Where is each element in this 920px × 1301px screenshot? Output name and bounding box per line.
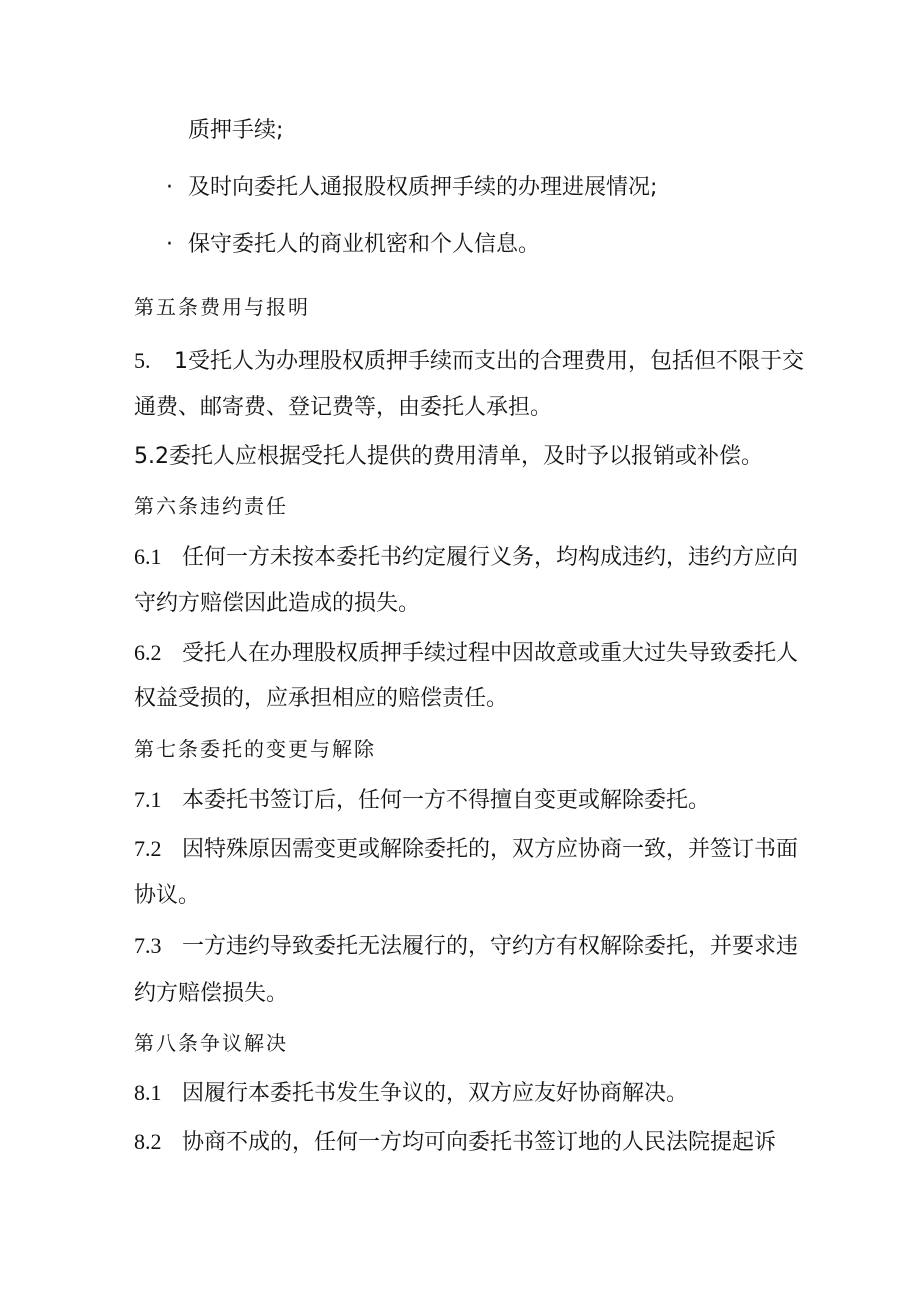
bullet-text: 保守委托人的商业机密和个人信息。 — [188, 232, 541, 257]
clause-number: 5. — [134, 348, 151, 373]
clause-7-3-line-1 — [134, 931, 798, 962]
section-heading-5: 第五条费用与报明 — [134, 295, 310, 319]
clause-6-2-line-2: 权益受损的，应承担相应的赔偿责任。 — [134, 686, 509, 711]
clause-7-2-line-1 — [134, 834, 798, 865]
clause-text: 1受托人为办理股权质押手续而支出的合理费用，包括但不限于交 — [174, 349, 804, 374]
bullet-dot: · — [166, 175, 173, 200]
clause-text: 本委托书签订后，任何一方不得擅自变更或解除委托。 — [182, 788, 711, 813]
clause-number: 7.3 — [134, 933, 162, 958]
section-heading-6: 第六条违约责任 — [134, 494, 288, 518]
duty-line-continued — [188, 116, 283, 146]
clause-6-1-line-1 — [134, 542, 798, 573]
clause-number: 7.1 — [134, 787, 162, 812]
clause-text: 因特殊原因需变更或解除委托的，双方应协商一致，并签订书面 — [182, 837, 799, 862]
bullet-dot: · — [166, 232, 173, 257]
bullet-text: 及时向委托人通报股权质押手续的办理进展情况; — [188, 175, 658, 200]
clause-number: 7.2 — [134, 836, 162, 861]
clause-5-2: 5.2委托人应根据受托人提供的费用清单，及时予以报销或补偿。 — [134, 444, 763, 469]
clause-text: 受托人在办理股权质押手续过程中因故意或重大过失导致委托人 — [182, 641, 799, 666]
section-heading-8: 第八条争议解决 — [134, 1031, 288, 1055]
section-heading-7: 第七条委托的变更与解除 — [134, 737, 376, 761]
duty-text: 质押手续; — [188, 118, 284, 143]
clause-number: 6.2 — [134, 640, 162, 665]
clause-7-2-line-2: 协议。 — [134, 883, 201, 908]
clause-7-1 — [134, 785, 710, 816]
clause-8-2-line-1 — [134, 1127, 776, 1158]
clause-number: 8.1 — [134, 1080, 162, 1105]
bullet-item-report-progress — [166, 173, 657, 203]
clause-5-1-line-1 — [134, 346, 804, 377]
clause-text: 因履行本委托书发生争议的，双方应友好协商解决。 — [182, 1081, 689, 1106]
clause-number: 6.1 — [134, 544, 162, 569]
clause-text: 协商不成的，任何一方均可向委托书签订地的人民法院提起诉 — [182, 1130, 777, 1155]
bullet-item-confidentiality — [166, 230, 540, 260]
clause-6-2-line-1 — [134, 638, 798, 669]
clause-text: 一方违约导致委托无法履行的，守约方有权解除委托，并要求违 — [182, 934, 799, 959]
clause-number: 8.2 — [134, 1129, 162, 1154]
clause-6-1-line-2: 守约方赔偿因此造成的损失。 — [134, 591, 421, 616]
clause-7-3-line-2: 约方赔偿损失。 — [134, 981, 289, 1006]
clause-8-1 — [134, 1078, 688, 1109]
clause-text: 任何一方未按本委托书约定履行义务，均构成违约，违约方应向 — [182, 545, 799, 570]
clause-5-1-line-2: 通费、邮寄费、登记费等，由委托人承担。 — [134, 395, 553, 420]
